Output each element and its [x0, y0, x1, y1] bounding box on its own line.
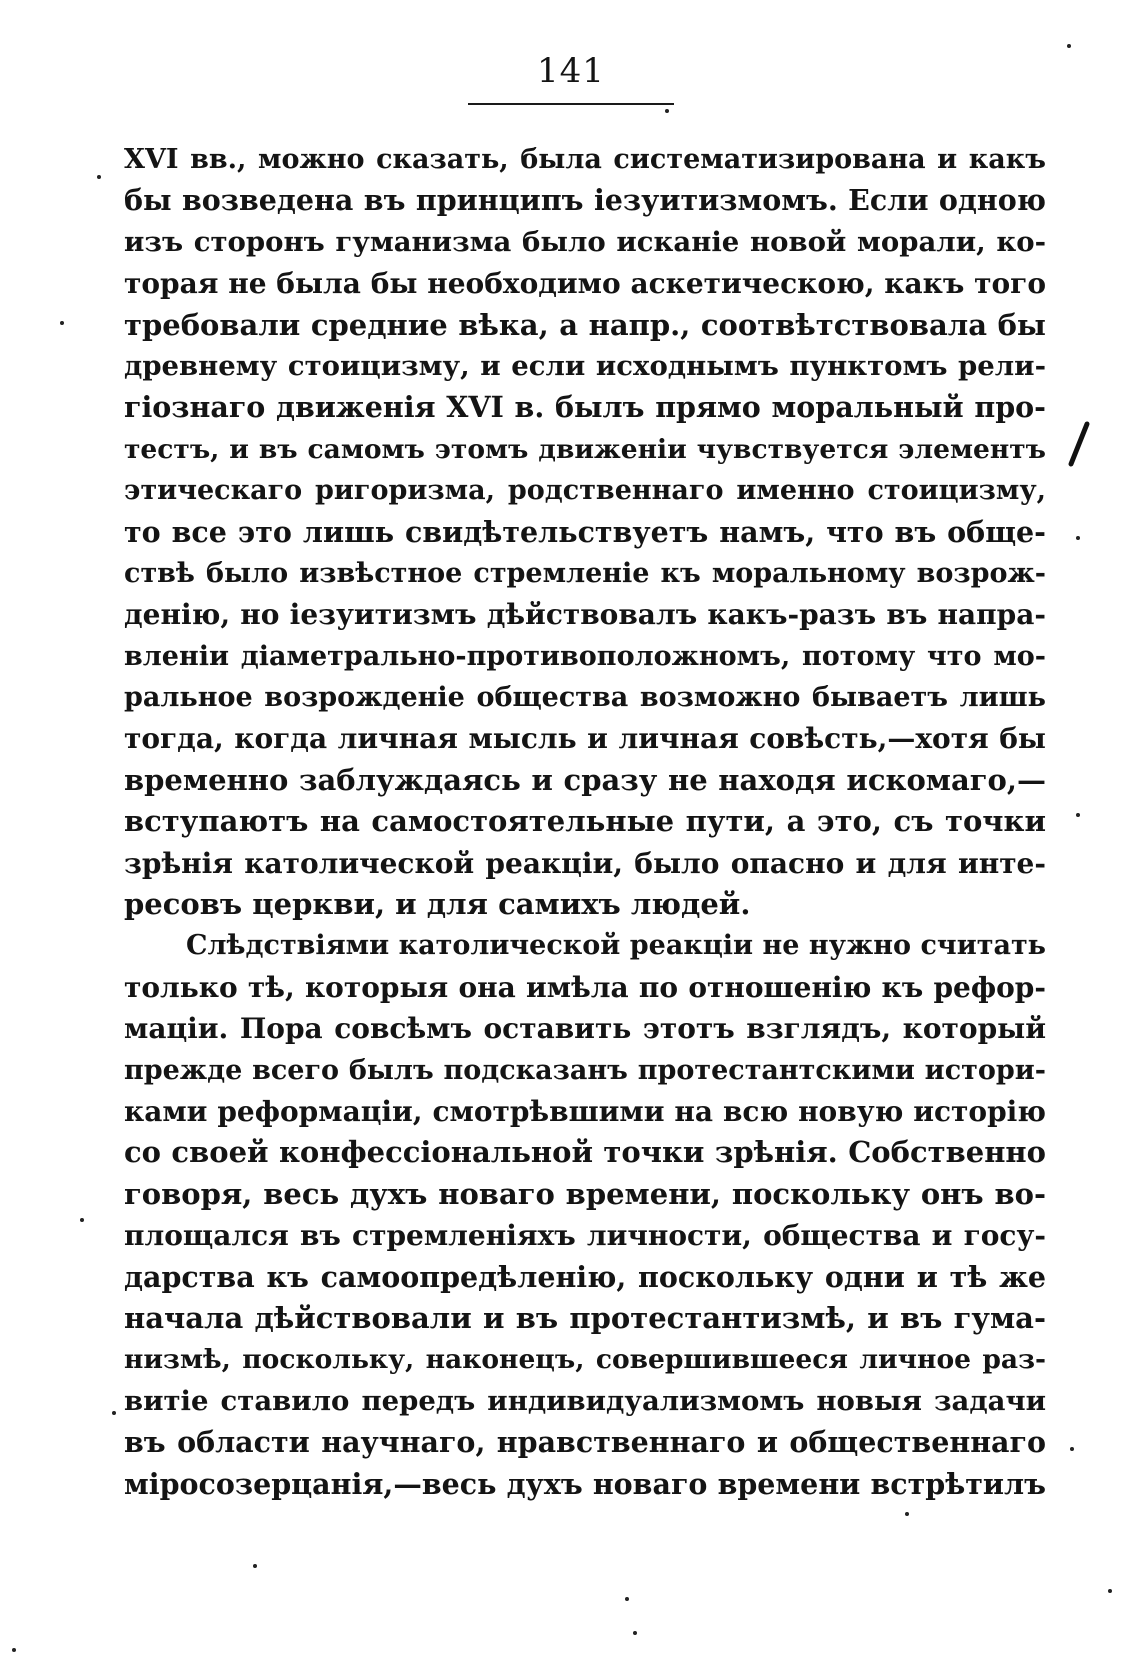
page-number: 141: [537, 51, 605, 91]
text-line: со своей конфессiональной точки зрѣнiя. Собственно: [124, 1135, 1046, 1170]
text-line: низмѣ, поскольку, наконецъ, совершившееся личное раз-: [124, 1344, 1046, 1376]
scan-speck: [905, 1512, 909, 1516]
text-line: древнему стоицизму, и если исходнымъ пунктомъ рели-: [124, 349, 1046, 382]
text-line: прежде всего былъ подсказанъ протестантскими истори-: [124, 1054, 1046, 1086]
text-line-paragraph-start: Слѣдствiями католической реакцiи не нужно считать: [186, 930, 1046, 962]
text-line: мацiи. Пора совсѣмъ оставить этотъ взглядъ, который: [124, 1012, 1046, 1046]
text-line: требовали средние вѣка, а напр., соотвѣтствовала бы: [124, 307, 1046, 342]
text-line: вленiи дiаметрально-противоположномъ, потому что мо-: [124, 640, 1046, 672]
text-line: бы возведена въ принципъ iезуитизмомъ. Если одною: [124, 183, 1046, 218]
text-line: изъ сторонъ гуманизма было исканiе новой морали, ко-: [124, 225, 1046, 258]
text-line: только тѣ, которыя она имѣла по отношенiю къ рефор-: [124, 970, 1046, 1004]
text-line: ральное возрожденiе общества возможно бываетъ лишь: [124, 682, 1046, 714]
pen-stroke-mark: [1063, 420, 1093, 470]
text-line: тестъ, и въ самомъ этомъ движенiи чувствуется элементъ: [124, 433, 1046, 465]
text-line: мiросозерцанiя,—весь духъ новаго времени встрѣтилъ: [124, 1466, 1046, 1501]
scan-speck: [1076, 536, 1080, 540]
text-line: этическаго ригоризма, родственнаго именно стоицизму,: [124, 475, 1046, 507]
page-number-rule: [468, 103, 674, 105]
text-line: начала дѣйствовали и въ протестантизмѣ, и въ гума-: [124, 1300, 1046, 1335]
scan-speck: [633, 1631, 637, 1635]
text-line: временно заблуждаясь и сразу не находя искомаго,—: [124, 762, 1046, 797]
text-line: площался въ стремленiяхъ личности, общества и госу-: [124, 1219, 1046, 1253]
scan-speck: [253, 1564, 257, 1568]
text-line: XVI вв., можно сказать, была систематизирована и какъ: [124, 144, 1046, 175]
text-line: ствѣ было извѣстное стремленiе къ моральному возрож-: [124, 557, 1046, 589]
scan-speck: [665, 109, 669, 113]
text-line: витiе ставило передъ индивидуализмомъ новыя задачи: [124, 1384, 1046, 1417]
text-line: зрѣнiя католической реакцiи, было опасно и для инте-: [124, 846, 1046, 880]
text-line: торая не была бы необходимо аскетическою, какъ того: [124, 267, 1046, 301]
scan-speck: [60, 321, 64, 325]
scan-speck: [12, 1648, 16, 1652]
text-line: тогда, когда личная мысль и личная совѣсть,—хотя бы: [124, 722, 1046, 756]
scan-speck: [1070, 1447, 1074, 1451]
scan-speck: [112, 1411, 116, 1415]
text-line: денiю, но iезуитизмъ дѣйствовалъ какъ-разъ въ напра-: [124, 598, 1046, 632]
text-line: говоря, весь духъ новаго времени, поскольку онъ во-: [124, 1176, 1046, 1211]
scan-speck: [97, 175, 101, 179]
text-line: въ области научнаго, нравственнаго и общественнаго: [124, 1425, 1046, 1460]
body-text: [124, 139, 1046, 1505]
scan-speck: [625, 1597, 629, 1601]
text-line: гiознаго движенiя XVI в. былъ прямо моральный про-: [124, 390, 1046, 425]
text-line: дарства къ самоопредѣленiю, поскольку одни и тѣ же: [124, 1259, 1046, 1294]
text-line: вступаютъ на самостоятельные пути, а это, съ точки: [124, 804, 1046, 839]
scan-speck: [80, 1218, 84, 1222]
scan-speck: [1076, 813, 1080, 817]
text-line: ками реформацiи, смотрѣвшими на всю новую исторiю: [124, 1094, 1046, 1128]
scan-speck: [1108, 1589, 1112, 1593]
text-line-paragraph-end: ресовъ церкви, и для самихъ людей.: [124, 887, 751, 922]
scan-speck: [1067, 44, 1071, 48]
text-line: то все это лишь свидѣтельствуетъ намъ, что въ обще-: [124, 514, 1046, 549]
